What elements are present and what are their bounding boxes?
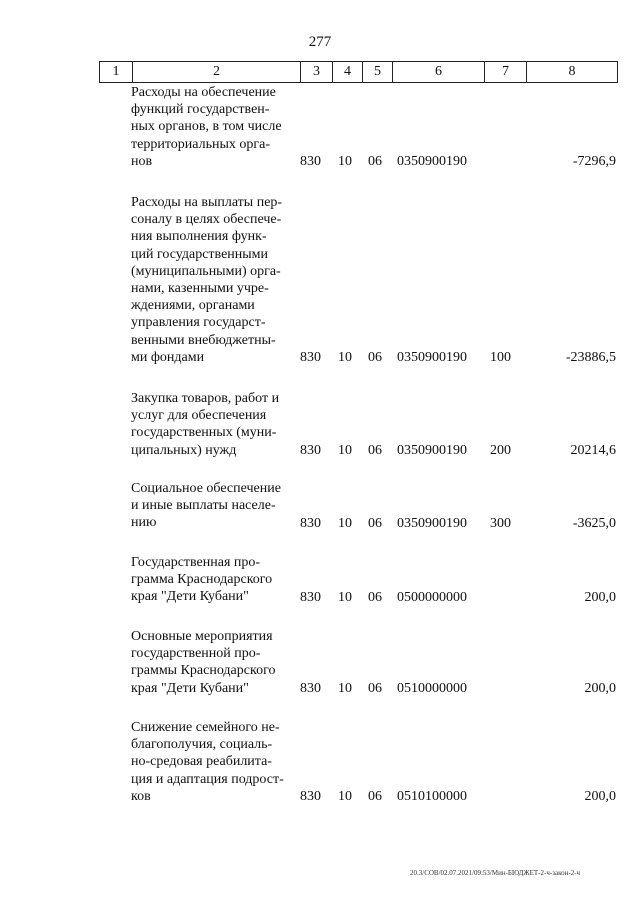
desc-line: края "Дети Кубани" (131, 589, 249, 605)
desc-line: венными внебюджетны- (131, 332, 276, 348)
desc-line: Снижение семейного не- (131, 720, 280, 735)
subsection-code: 06 (368, 681, 382, 696)
ministry-code: 830 (300, 590, 321, 605)
header-col-4: 4 (333, 62, 363, 82)
expense-type-code: 200 (490, 443, 511, 458)
ministry-code: 830 (300, 154, 321, 169)
desc-line: нов (131, 153, 153, 169)
row-description (131, 390, 297, 459)
desc-line: услуг для обеспечения (131, 408, 267, 424)
row-description (131, 554, 297, 606)
header-col-2: 2 (133, 62, 301, 82)
subsection-code: 06 (368, 350, 382, 365)
desc-line: нами, казенными учре- (131, 281, 269, 297)
section-code: 10 (338, 516, 352, 531)
header-col-1: 1 (100, 62, 133, 82)
row-description (131, 194, 297, 366)
row-description (131, 84, 297, 170)
section-code: 10 (338, 350, 352, 365)
row-description (131, 628, 297, 697)
desc-line: государственной про- (131, 646, 261, 662)
desc-line: Основные мероприятия (131, 629, 273, 644)
desc-line: ция и адаптация подрост- (131, 771, 284, 787)
header-col-3: 3 (301, 62, 333, 82)
row-description (131, 719, 297, 805)
desc-line: но-средовая реабилита- (131, 754, 272, 770)
desc-line: (муниципальными) орга- (131, 263, 281, 279)
target-article-code: 0350900190 (397, 350, 467, 365)
desc-line: управления государст- (131, 315, 266, 331)
desc-line: края "Дети Кубани" (131, 680, 249, 696)
page-number: 277 (308, 34, 332, 50)
desc-line: Расходы на обеспечение (131, 85, 276, 100)
desc-line: и иные выплаты населе- (131, 498, 276, 514)
amount: 200,0 (584, 681, 616, 696)
amount: -7296,9 (572, 154, 616, 169)
desc-line: ков (131, 788, 151, 804)
target-article-code: 0510000000 (397, 681, 467, 696)
desc-line: Социальное обеспечение (131, 481, 281, 496)
subsection-code: 06 (368, 154, 382, 169)
desc-line: Закупка товаров, работ и (131, 391, 280, 406)
desc-line: соналу в целях обеспече- (131, 212, 282, 228)
section-code: 10 (338, 154, 352, 169)
desc-line: Расходы на выплаты пер- (131, 195, 283, 210)
subsection-code: 06 (368, 516, 382, 531)
section-code: 10 (338, 789, 352, 804)
target-article-code: 0350900190 (397, 516, 467, 531)
section-code: 10 (338, 590, 352, 605)
target-article-code: 0350900190 (397, 443, 467, 458)
desc-line: ждениями, органами (131, 298, 255, 314)
desc-line: нию (131, 515, 157, 531)
ministry-code: 830 (300, 681, 321, 696)
target-article-code: 0510100000 (397, 789, 467, 804)
ministry-code: 830 (300, 443, 321, 458)
amount: 200,0 (584, 789, 616, 804)
amount: -23886,5 (565, 350, 616, 365)
target-article-code: 0350900190 (397, 154, 467, 169)
header-col-5: 5 (363, 62, 393, 82)
desc-line: ния выполнения функ- (131, 229, 267, 245)
amount: -3625,0 (572, 516, 616, 531)
ministry-code: 830 (300, 789, 321, 804)
header-col-6: 6 (393, 62, 485, 82)
subsection-code: 06 (368, 590, 382, 605)
desc-line: ми фондами (131, 349, 205, 365)
table-header (99, 61, 618, 83)
footer-document-id: 20.3/СОВ/02.07.2021/09:53/Мин-БЮДЖЕТ-2-ч-закон-2-ч (410, 869, 581, 877)
expense-type-code: 300 (490, 516, 511, 531)
amount: 200,0 (584, 590, 616, 605)
desc-line: ций государственными (131, 246, 269, 262)
expense-type-code: 100 (490, 350, 511, 365)
section-code: 10 (338, 681, 352, 696)
desc-line: функций государствен- (131, 102, 270, 118)
header-col-7: 7 (485, 62, 527, 82)
target-article-code: 0500000000 (397, 590, 467, 605)
subsection-code: 06 (368, 789, 382, 804)
desc-line: территориальных орга- (131, 136, 270, 152)
desc-line: Государственная про- (131, 555, 261, 570)
header-col-8: 8 (568, 64, 576, 79)
row-description (131, 480, 297, 532)
ministry-code: 830 (300, 350, 321, 365)
subsection-code: 06 (368, 443, 382, 458)
desc-line: граммы Краснодарского (131, 663, 276, 679)
ministry-code: 830 (300, 516, 321, 531)
desc-line: ных органов, в том числе (131, 119, 282, 135)
amount: 20214,6 (570, 443, 616, 458)
desc-line: государственных (муни- (131, 425, 277, 441)
section-code: 10 (338, 443, 352, 458)
desc-line: ципальных) нужд (131, 442, 237, 458)
desc-line: благополучия, социаль- (131, 737, 273, 753)
desc-line: грамма Краснодарского (131, 572, 273, 588)
